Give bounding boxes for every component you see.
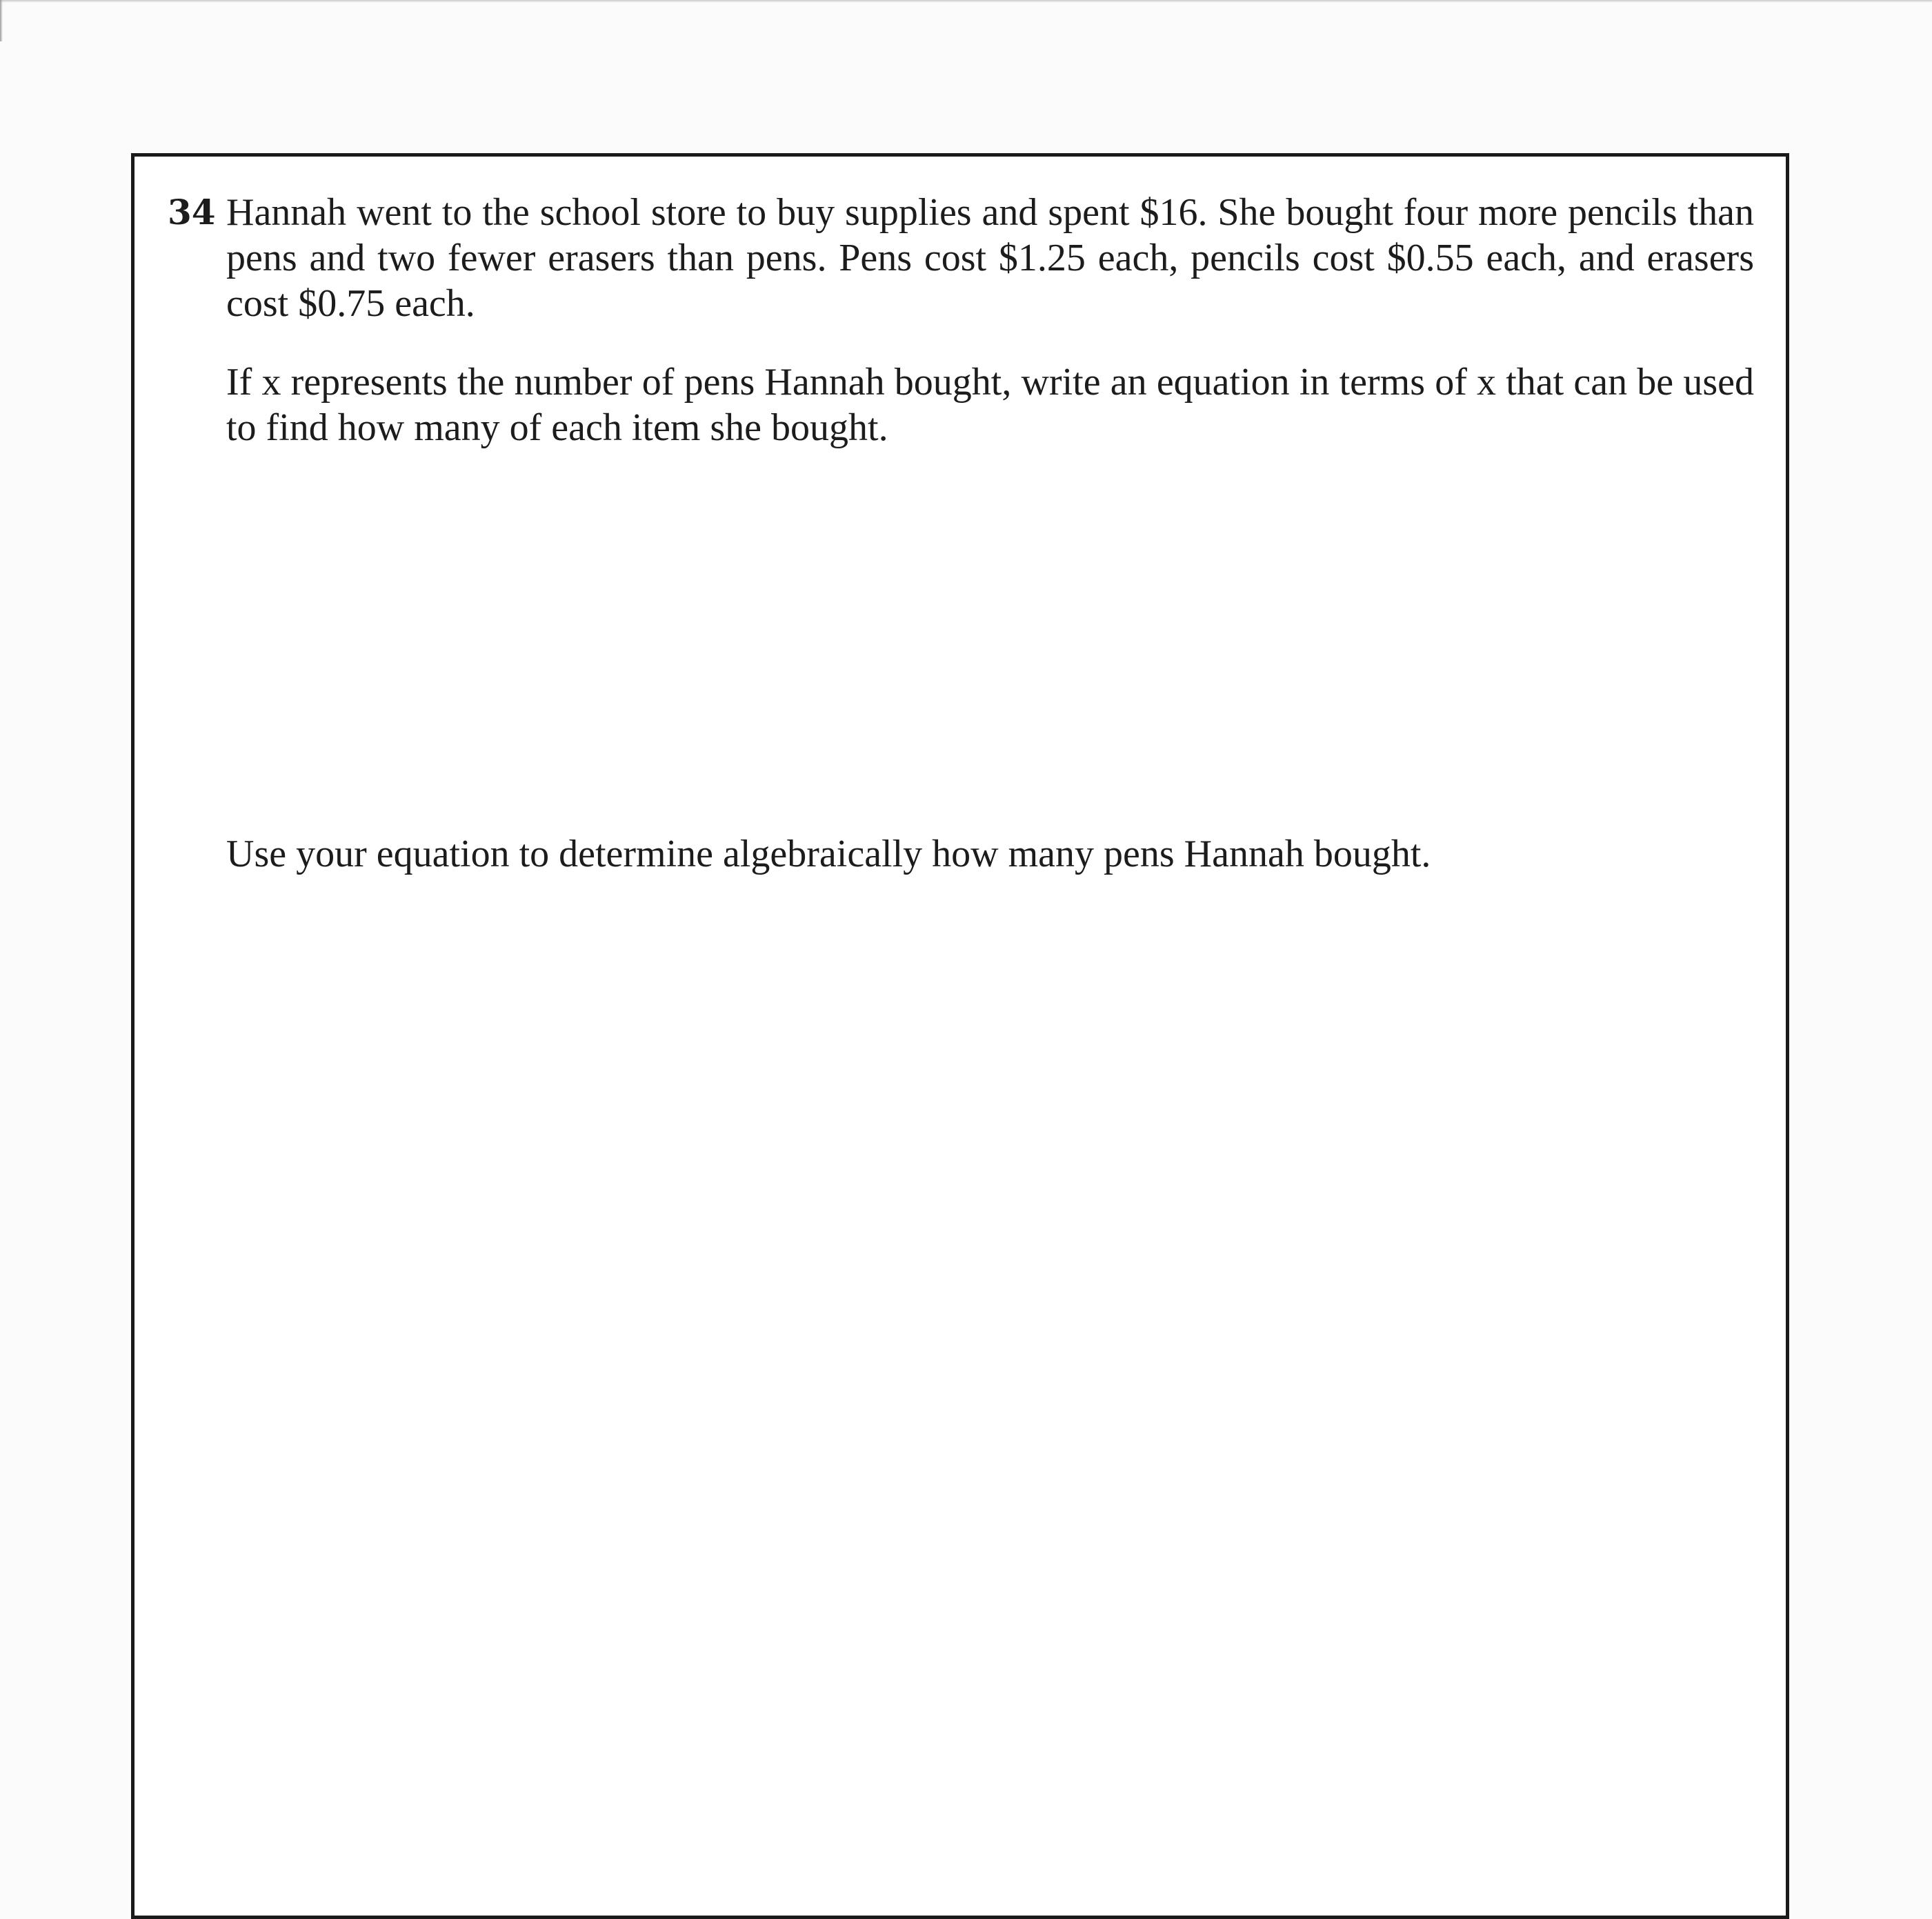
work-space-part-2[interactable] bbox=[226, 888, 1754, 1888]
question-34 bbox=[135, 157, 1786, 1916]
answer-box bbox=[131, 153, 1789, 1919]
question-stem: Hannah went to the school store to buy supplies and spent $16. She bought four more pencils than pens and two fewer erasers than pens. Pens cost $1.25 each, pencils cost $0.55 each, and erasers cost $0.75 each. bbox=[226, 191, 1754, 325]
work-space-part-1[interactable] bbox=[226, 460, 1754, 805]
question-part-2: Use your equation to determine algebraically how many pens Hannah bought. bbox=[226, 833, 1431, 875]
scan-edge-top bbox=[0, 0, 1932, 3]
scan-edge-left bbox=[0, 0, 3, 41]
question-part-1: If x represents the number of pens Hannah bought, write an equation in terms of x that can be used to find how many of each item she bought. bbox=[226, 361, 1754, 449]
question-number: 34 bbox=[168, 192, 216, 232]
